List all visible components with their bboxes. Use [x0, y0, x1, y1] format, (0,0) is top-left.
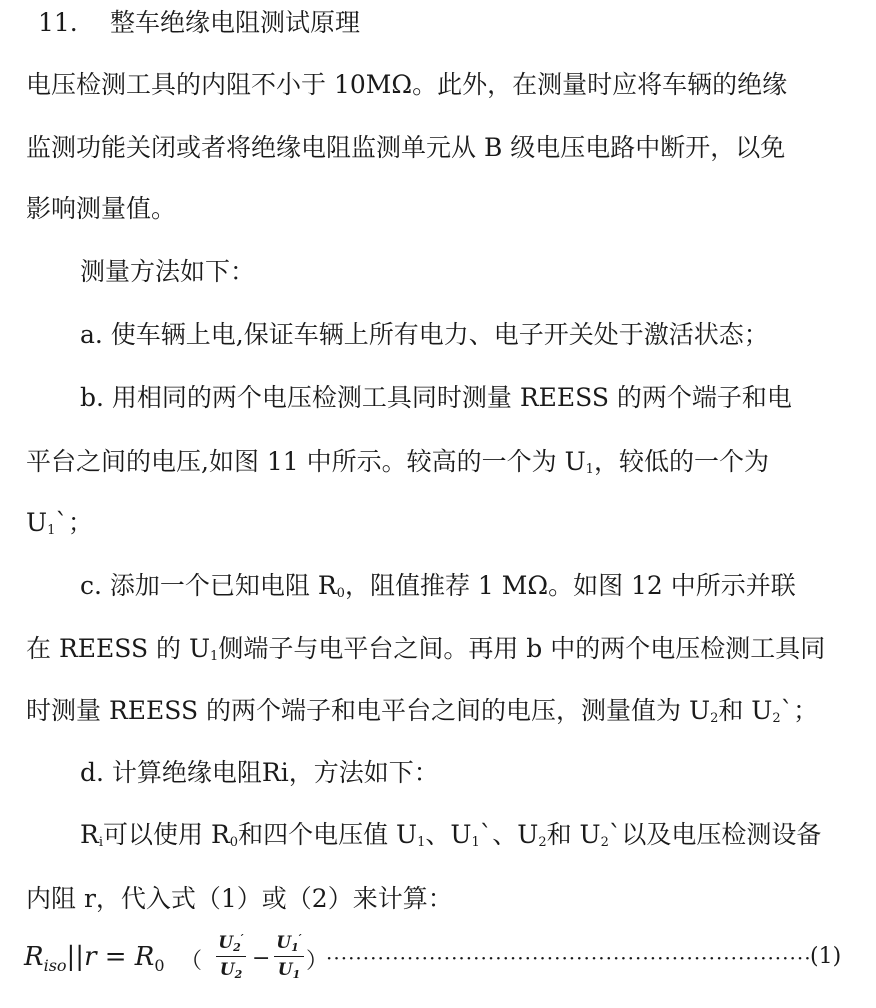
intro-line-1: 电压检测工具的内阻不小于 10MΩ。此外，在测量时应将车辆的绝缘	[26, 70, 788, 99]
intro-line-2: 监测功能关闭或者将绝缘电阻监测单元从 B 级电压电路中断开，以免	[26, 133, 786, 162]
step-b-line-1: b. 用相同的两个电压检测工具同时测量 REESS 的两个端子和电	[80, 383, 792, 412]
explain-line-2: 内阻 r，代入式（1）或（2）来计算：	[26, 884, 453, 913]
text-run: U	[219, 960, 235, 980]
subscript: 1	[417, 835, 426, 850]
text-run: R	[80, 820, 99, 849]
step-c-line-1	[80, 569, 796, 603]
step-c-line-2	[26, 632, 825, 666]
subscript: 1	[210, 649, 219, 664]
fraction-bar	[216, 956, 246, 957]
text-run: 可以使用 R	[103, 820, 230, 849]
text-run: 和 U	[546, 820, 601, 849]
text-run: ，较低的一个为	[593, 447, 769, 476]
prime-mark: ′	[298, 932, 302, 945]
step-b-line-3	[26, 506, 93, 540]
subscript: 1	[471, 835, 480, 850]
text-run: ||r = R	[66, 942, 155, 972]
text-run: 平台之间的电压,如图 11 中所示。较高的一个为 U	[26, 447, 586, 476]
section-title: 整车绝缘电阻测试原理	[110, 8, 361, 37]
text-run: U	[277, 960, 293, 980]
symbol-R: R	[24, 942, 44, 972]
close-paren: ）	[306, 949, 329, 974]
subscript: 2	[233, 941, 241, 954]
step-b-line-2	[26, 445, 769, 479]
formula-lhs	[24, 942, 165, 975]
step-c-line-3	[26, 694, 818, 728]
text-run: ，阻值推荐 1 MΩ。如图 12 中所示并联	[344, 571, 796, 600]
text-run: 侧端子与电平台之间。再用 b 中的两个电压检测工具同	[218, 634, 826, 663]
minus-sign: −	[252, 946, 271, 971]
section-number: 11.	[38, 8, 78, 37]
subscript: 0	[154, 956, 165, 975]
text-run: U	[276, 933, 292, 953]
intro-line-3: 影响测量值。	[26, 194, 177, 223]
subscript: 1	[292, 968, 301, 981]
subscript: 1	[47, 523, 56, 538]
text-run: `、U	[479, 820, 539, 849]
numerator	[274, 932, 304, 954]
step-d: d. 计算绝缘电阻Ri，方法如下：	[80, 758, 439, 787]
method-title: 测量方法如下：	[80, 257, 256, 286]
denominator	[274, 959, 304, 981]
equation-number: (1)	[810, 944, 842, 969]
subscript: 2	[538, 835, 547, 850]
fraction-bar	[274, 956, 304, 957]
subscript: 1	[291, 941, 299, 954]
text-run: 和 U	[718, 696, 773, 725]
subscript: 0	[336, 586, 345, 601]
subscript: 0	[229, 835, 239, 850]
subscript: i	[98, 835, 103, 850]
subscript: 2	[772, 711, 781, 726]
step-a: a. 使车辆上电,保证车辆上所有电力、电子开关处于激活状态；	[80, 320, 769, 349]
text-run: c. 添加一个已知电阻 R	[80, 571, 337, 600]
subscript: 1	[585, 462, 594, 477]
text-run: U	[218, 933, 234, 953]
fraction-u1	[274, 932, 304, 981]
fraction-u2	[216, 932, 246, 981]
formula-1	[24, 932, 864, 992]
text-run: `以及电压检测设备	[608, 820, 822, 849]
numerator	[216, 932, 246, 954]
section-heading	[38, 6, 360, 40]
prime-mark: ′	[240, 932, 244, 945]
text-run: U	[26, 508, 48, 537]
subscript: 2	[234, 968, 243, 981]
leader-dots: ··································································	[326, 946, 812, 970]
subscript: 2	[710, 711, 719, 726]
text-run: 、U	[425, 820, 472, 849]
text-run: `；	[780, 696, 819, 725]
text-run: 时测量 REESS 的两个端子和电平台之间的电压，测量值为 U	[26, 696, 711, 725]
explain-line-1	[80, 818, 821, 852]
denominator	[216, 959, 246, 981]
text-run: 在 REESS 的 U	[26, 634, 211, 663]
text-run: `；	[55, 508, 93, 537]
open-paren: （	[180, 949, 203, 974]
text-run: 和四个电压值 U	[238, 820, 418, 849]
subscript: 2	[600, 835, 609, 850]
subscript: iso	[43, 956, 67, 975]
